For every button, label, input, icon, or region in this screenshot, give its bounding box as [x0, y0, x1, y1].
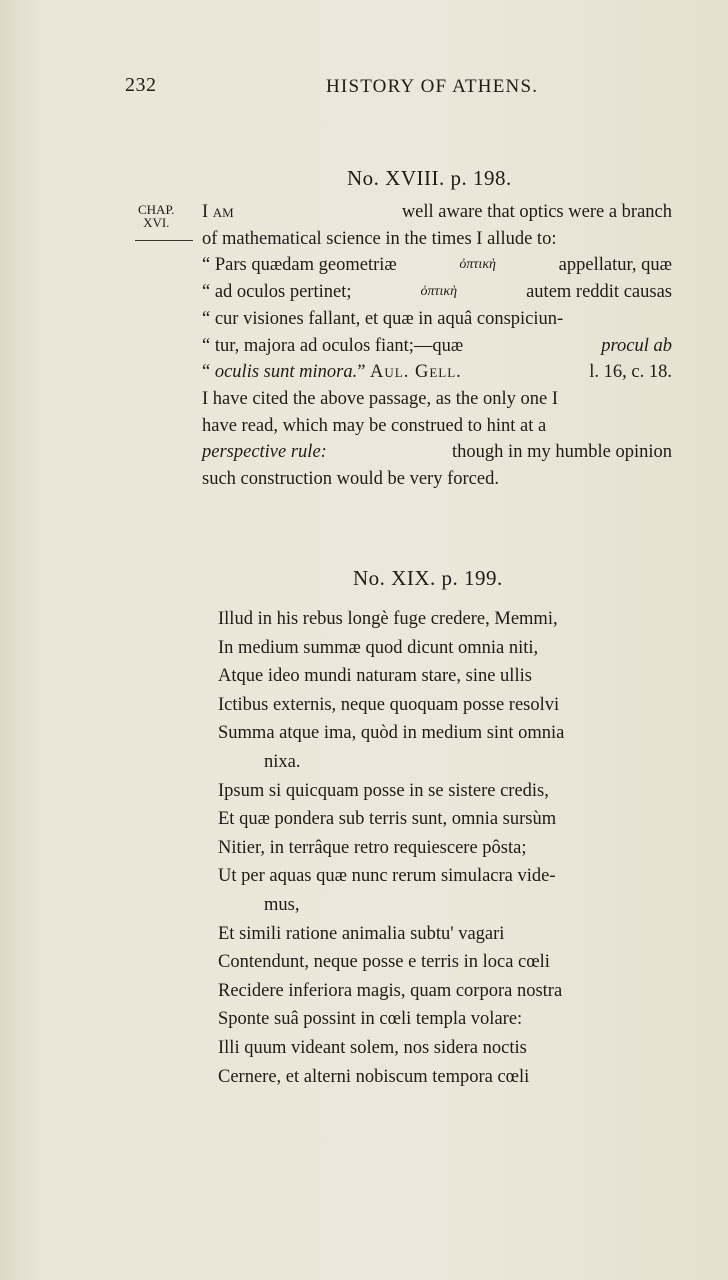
verse-line: Contendunt, neque posse e terris in loca cœli	[218, 952, 550, 973]
text-span: well aware that optics were a branch	[401, 202, 672, 222]
text-span: appellatur, quæ	[558, 255, 672, 276]
note-18-heading: No. XVIII. p. 198.	[347, 166, 512, 190]
note-18-body	[202, 199, 672, 493]
verse-line-continuation: nixa.	[264, 751, 301, 772]
prose-line	[202, 359, 672, 386]
verse-line: Nitier, in terrâque retro requiescere pôsta;	[218, 837, 527, 858]
prose-line	[202, 386, 672, 413]
verse-line: In medium summæ quod dicunt omnia niti,	[218, 637, 539, 658]
chapter-margin-note	[138, 203, 175, 229]
note-19-verse	[218, 605, 673, 1091]
verse-line: Et simili ratione animalia subtu' vagari	[218, 923, 505, 944]
text-span: “	[202, 362, 215, 383]
verse-line: Sponte suâ possint in cœli templa volare:	[218, 1009, 523, 1030]
greek-word: ὀπτικὴ	[459, 257, 496, 273]
margin-rule	[135, 240, 193, 241]
prose-line	[202, 226, 672, 253]
prose-line	[202, 279, 672, 306]
text-span: of mathematical science in the times I allude to:	[202, 228, 557, 249]
page-number: 232	[125, 74, 157, 96]
chapter-number: XVI.	[143, 215, 170, 230]
verse-line: Summa atque ima, quòd in medium sint omnia	[218, 723, 565, 744]
running-head: HISTORY OF ATHENS.	[326, 76, 539, 97]
citation-ref: l. 16, c. 18.	[589, 362, 672, 383]
verse-line: Ipsum si quicquam posse in se sistere credis,	[218, 780, 549, 801]
italic-text: procul ab	[601, 335, 672, 356]
text-span: “ tur, majora ad oculos fiant;—quæ	[202, 335, 464, 356]
chapter-label: CHAP.	[138, 202, 175, 217]
prose-line	[202, 466, 672, 493]
verse-line: Ictibus externis, neque quoquam posse resolvi	[218, 694, 560, 715]
italic-text: oculis sunt minora.	[214, 362, 358, 383]
verse-line: Atque ideo mundi naturam stare, sine ullis	[218, 666, 532, 687]
text-span: I	[202, 202, 213, 222]
prose-line	[202, 439, 672, 466]
text-span: “ Pars quædam geometriæ	[202, 255, 397, 276]
text-span: though in my humble opinion	[452, 442, 672, 463]
citation-author: Aul. Gell.	[370, 362, 462, 383]
prose-line	[202, 306, 672, 333]
prose-line	[202, 199, 672, 226]
prose-line	[202, 413, 672, 440]
text-span: ”	[357, 362, 371, 383]
verse-line-continuation: mus,	[264, 894, 300, 915]
text-span: have read, which may be construed to hint at a	[202, 415, 547, 436]
text-span: “ cur visiones fallant, et quæ in aquâ conspiciun-	[202, 308, 564, 329]
verse-line: Recidere inferiora magis, quam corpora nostra	[218, 980, 563, 1001]
verse-line: Illud in his rebus longè fuge credere, Memmi,	[218, 609, 558, 629]
text-span: autem reddit causas	[526, 282, 672, 303]
small-caps-text: am	[212, 202, 234, 222]
note-19-heading: No. XIX. p. 199.	[353, 566, 503, 590]
prose-line	[202, 333, 672, 360]
verse-line: Et quæ pondera sub terris sunt, omnia sursùm	[218, 809, 557, 830]
text-span: “ ad oculos pertinet;	[202, 282, 352, 303]
verse-line: Cernere, et alterni nobiscum tempora cœli	[218, 1066, 530, 1087]
prose-line	[202, 252, 672, 279]
text-span: I have cited the above passage, as the only one I	[202, 388, 558, 409]
verse-line: Ut per aquas quæ nunc rerum simulacra vide-	[218, 866, 556, 887]
greek-word: ὀπτικὴ	[420, 284, 458, 300]
italic-text: perspective rule:	[202, 442, 327, 463]
text-span: such construction would be very forced.	[202, 469, 499, 490]
verse-line: Illi quum videant solem, nos sidera noctis	[218, 1037, 527, 1058]
